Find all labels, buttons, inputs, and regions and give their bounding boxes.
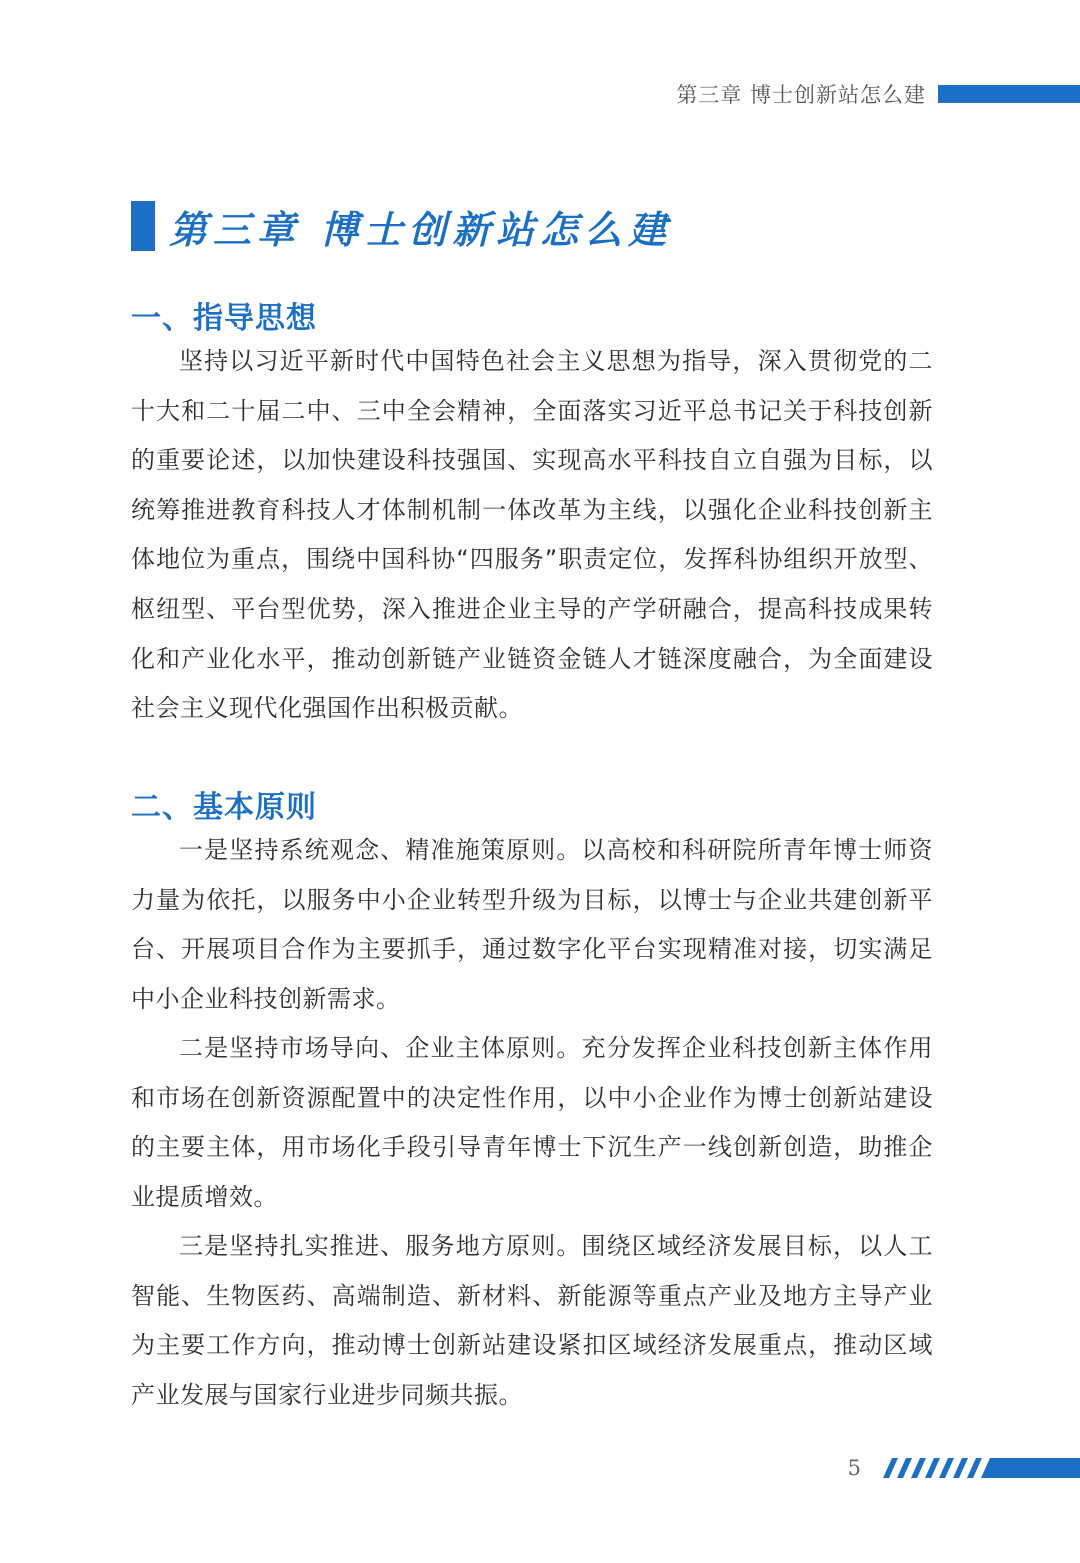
paragraph-principle-3: 三是坚持扎实推进、服务地方原则。围绕区域经济发展目标，以人工智能、生物医药、高端制造、新材料、新能源等重点产业及地方主导产业为主要工作方向，推动博士创新站建设紧扣区域经济发展重点，推动区域产业发展与国家行业进步同频共振。 bbox=[131, 1232, 933, 1409]
paragraph-guiding-ideology: 坚持以习近平新时代中国特色社会主义思想为指导，深入贯彻党的二十大和二十届二中、三中全会精神，全面落实习近平总书记关于科技创新的重要论述，以加快建设科技强国、实现高水平科技自立自强为目标，以统筹推进教育科技人才体制机制一体改革为主线，以强化企业科技创新主体地位为重点，围绕中国科协“四服务”职责定位，发挥科协组织开放型、枢纽型、平台型优势，深入推进企业主导的产学研融合，提高科技成果转化和产业化水平，推动创新链产业链资金链人才链深度融合，为全面建设社会主义现代化强国作出积极贡献。 bbox=[131, 347, 933, 723]
page-footer bbox=[848, 1455, 1080, 1481]
footer-stripe-decoration bbox=[883, 1458, 1080, 1478]
running-header bbox=[676, 78, 1080, 110]
chapter-title-text: 第三章 博士创新站怎么建 bbox=[169, 206, 673, 252]
section-heading-basic-principles: 二、基本原则 bbox=[131, 790, 317, 825]
chapter-title bbox=[131, 200, 672, 252]
page-number: 5 bbox=[847, 1456, 861, 1480]
section-heading-guiding-ideology: 一、指导思想 bbox=[131, 301, 317, 336]
running-header-bar bbox=[938, 85, 1080, 103]
running-header-title: 第三章 博士创新站怎么建 bbox=[676, 83, 926, 107]
chapter-title-marker bbox=[131, 201, 155, 251]
paragraph-principle-1: 一是坚持系统观念、精准施策原则。以高校和科研院所青年博士师资力量为依托，以服务中小企业转型升级为目标，以博士与企业共建创新平台、开展项目合作为主要抓手，通过数字化平台实现精准对接，切实满足中小企业科技创新需求。 bbox=[131, 836, 933, 1013]
paragraph-principle-2: 二是坚持市场导向、企业主体原则。充分发挥企业科技创新主体作用和市场在创新资源配置中的决定性作用，以中小企业作为博士创新站建设的主要主体，用市场化手段引导青年博士下沉生产一线创新创造，助推企业提质增效。 bbox=[131, 1034, 933, 1211]
